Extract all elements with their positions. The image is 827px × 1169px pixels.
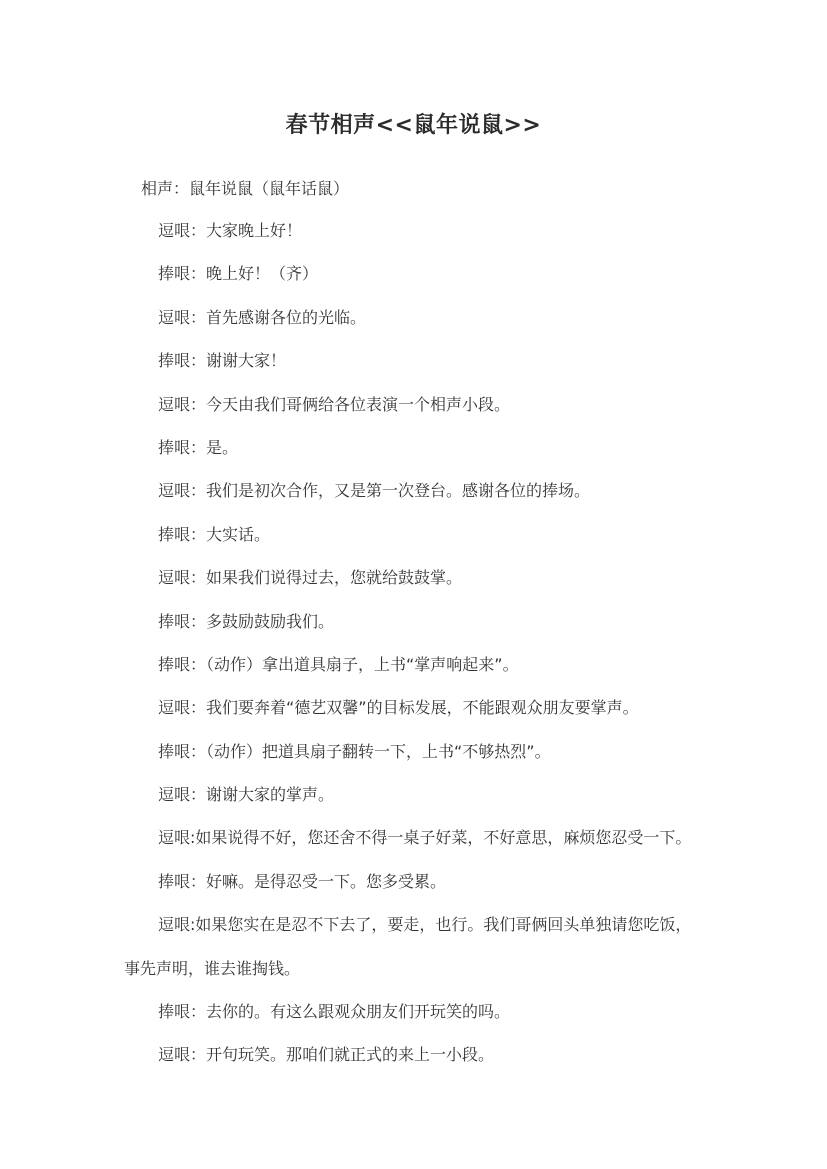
dialogue-line: 逗哏：今天由我们哥俩给各位表演一个相声小段。 xyxy=(158,394,511,414)
dialogue-line: 逗哏:如果说得不好，您还舍不得一桌子好菜，不好意思，麻烦您忍受一下。 xyxy=(158,828,692,848)
dialogue-line: 逗哏：我们要奔着“德艺双馨”的目标发展，不能跟观众朋友要掌声。 xyxy=(158,698,639,718)
dialogue-line: 逗哏：开句玩笑。那咱们就正式的来上一小段。 xyxy=(158,1045,495,1065)
dialogue-line: 逗哏：首先感谢各位的光临。 xyxy=(158,307,367,327)
dialogue-line: 捧哏：大实话。 xyxy=(158,524,271,544)
dialogue-line: 捧哏：好嘛。是得忍受一下。您多受累。 xyxy=(158,871,447,891)
dialogue-line: 捧哏：是。 xyxy=(158,437,239,457)
dialogue-line: 捧哏：（动作）把道具扇子翻转一下，上书“不够热烈”。 xyxy=(158,741,551,761)
dialogue-line: 逗哏：谢谢大家的掌声。 xyxy=(158,785,335,805)
dialogue-line: 逗哏：我们是初次合作，又是第一次登台。感谢各位的捧场。 xyxy=(158,481,591,501)
dialogue-line: 逗哏：如果我们说得过去，您就给鼓鼓掌。 xyxy=(158,568,463,588)
document-title: 春节相声<<鼠年说鼠>> xyxy=(285,113,542,138)
dialogue-line: 捧哏：（动作）拿出道具扇子，上书“掌声响起来”。 xyxy=(158,654,519,674)
dialogue-line: 逗哏：大家晚上好！ xyxy=(158,221,303,240)
document-subtitle: 相声：鼠年说鼠（鼠年话鼠） xyxy=(141,179,350,198)
dialogue-line: 捧哏：晚上好！（齐） xyxy=(158,264,319,284)
dialogue-lines xyxy=(0,219,827,1087)
dialogue-line: 捧哏：多鼓励鼓励我们。 xyxy=(158,611,335,631)
dialogue-line: 捧哏：去你的。有这么跟观众朋友们开玩笑的吗。 xyxy=(158,1002,511,1022)
dialogue-line: 事先声明，谁去谁掏钱。 xyxy=(124,958,301,978)
dialogue-line: 捧哏：谢谢大家！ xyxy=(158,351,287,371)
dialogue-line: 逗哏:如果您实在是忍不下去了，要走，也行。我们哥俩回头单独请您吃饭， xyxy=(158,915,692,935)
